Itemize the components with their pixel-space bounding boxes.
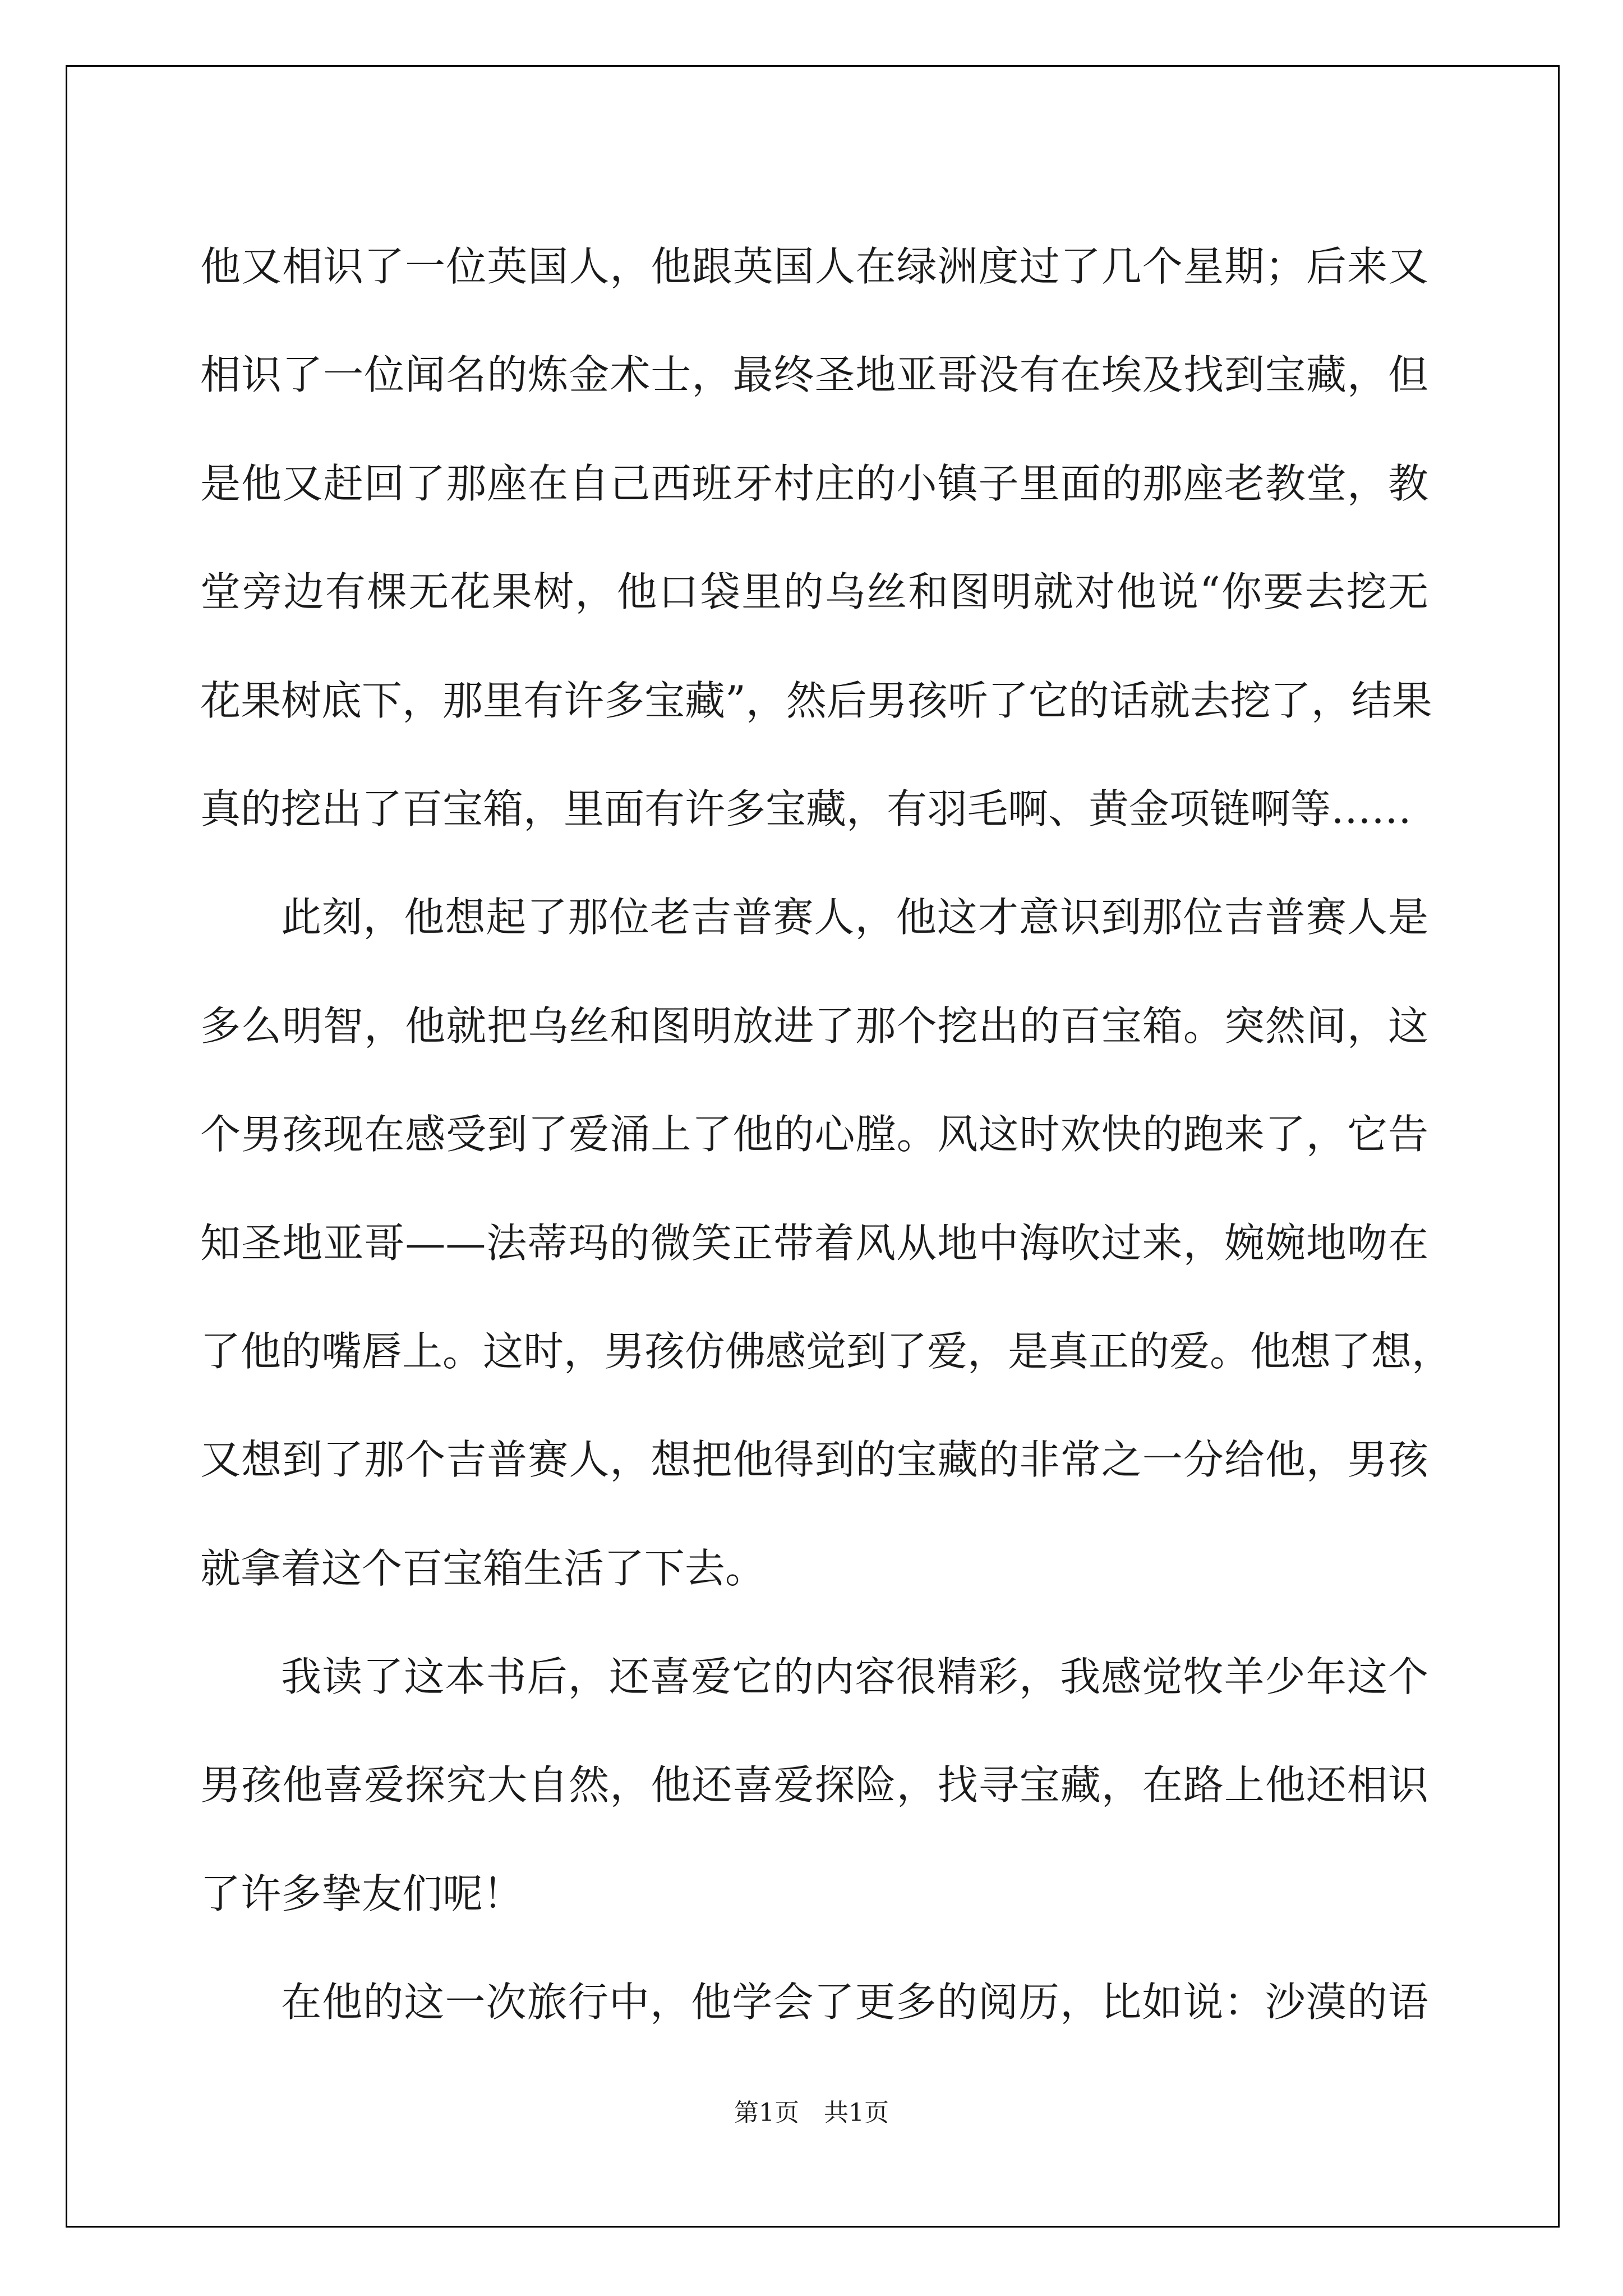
text-line: 个男孩现在感受到了爱涌上了他的心膛。风这时欢快的跑来了，它告 [200, 1111, 1428, 1158]
text-line: 男孩他喜爱探究大自然，他还喜爱探险，找寻宝藏，在路上他还相识 [200, 1761, 1428, 1809]
document-body [200, 213, 1453, 2057]
text-line: 了许多挚友们呢！ [200, 1870, 524, 1917]
text-line: 堂旁边有棵无花果树，他口袋里的乌丝和图明就对他说“你要去挖无 [200, 568, 1428, 616]
text-line: 我读了这本书后，还喜爱它的内容很精彩，我感觉牧羊少年这个 [281, 1653, 1428, 1701]
text-line: 此刻，他想起了那位老吉普赛人，他这才意识到那位吉普赛人是 [281, 894, 1428, 941]
text-line: 知圣地亚哥——法蒂玛的微笑正带着风从地中海吹过来，婉婉地吻在 [200, 1219, 1428, 1267]
text-line: 他又相识了一位英国人，他跟英国人在绿洲度过了几个星期；后来又 [200, 243, 1428, 290]
text-line: 了他的嘴唇上。这时，男孩仿佛感觉到了爱，是真正的爱。他想了想， [200, 1327, 1453, 1375]
page-number: 第1页 共1页 [734, 2099, 889, 2127]
text-line: 又想到了那个吉普赛人，想把他得到的宝藏的非常之一分给他，男孩 [200, 1436, 1428, 1484]
text-line: 花果树底下，那里有许多宝藏”，然后男孩听了它的话就去挖了，结果 [200, 677, 1432, 724]
text-line: 真的挖出了百宝箱，里面有许多宝藏，有羽毛啊、黄金项链啊等…… [200, 785, 1412, 832]
text-line: 是他又赶回了那座在自己西班牙村庄的小镇子里面的那座老教堂，教 [200, 459, 1428, 507]
text-line: 相识了一位闻名的炼金术士，最终圣地亚哥没有在埃及找到宝藏，但 [200, 351, 1428, 399]
text-line: 就拿着这个百宝箱生活了下去。 [200, 1544, 766, 1592]
text-line: 多么明智，他就把乌丝和图明放进了那个挖出的百宝箱。突然间，这 [200, 1002, 1428, 1050]
text-line: 在他的这一次旅行中，他学会了更多的阅历，比如说：沙漠的语 [281, 1978, 1428, 2026]
